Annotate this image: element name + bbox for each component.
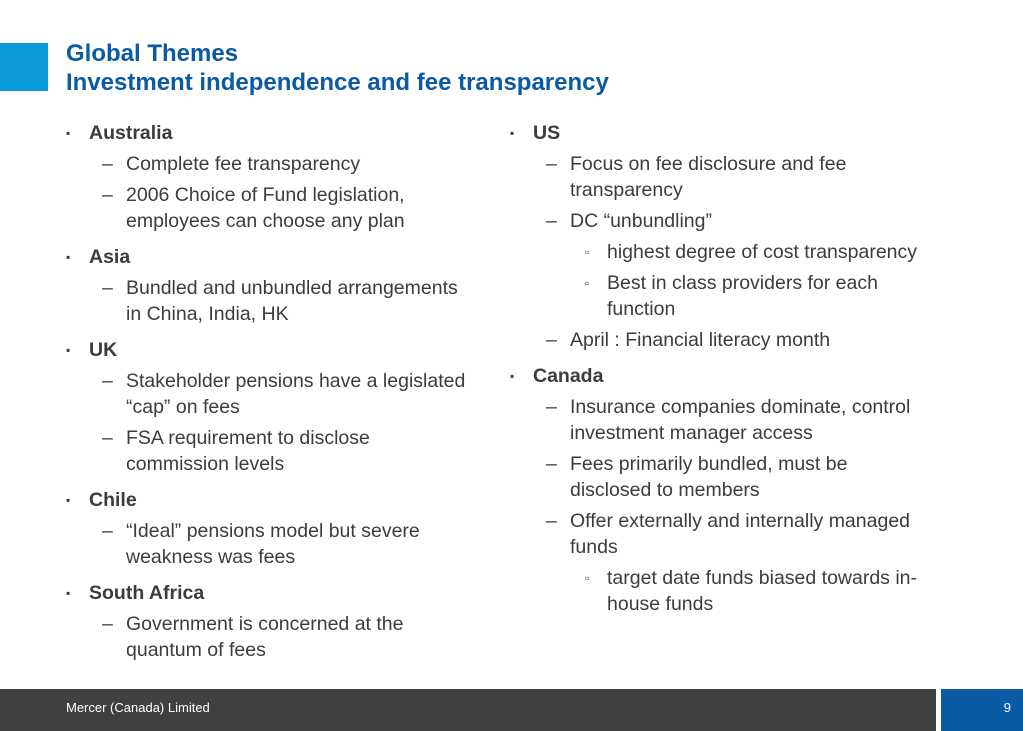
list-item-text: Government is concerned at the quantum of fees xyxy=(126,613,404,661)
footer xyxy=(0,689,1023,731)
list-item-text: Offer externally and internally managed funds xyxy=(570,510,911,558)
list-item xyxy=(66,368,466,420)
list-item-text: Complete fee transparency xyxy=(126,153,361,175)
list-item-text: 2006 Choice of Fund legislation, employees can choose any plan xyxy=(126,184,405,232)
section-heading xyxy=(66,244,466,270)
section-heading xyxy=(66,487,466,513)
list-item-text: FSA requirement to disclose commission levels xyxy=(126,427,370,475)
list-item xyxy=(510,508,930,560)
list-item-text: April : Financial literacy month xyxy=(570,329,831,351)
square-bullet-icon: ▪ xyxy=(66,343,71,357)
section-heading-text: Canada xyxy=(533,365,604,387)
sub-list-item xyxy=(510,270,930,322)
hollow-square-bullet-icon: ▫ xyxy=(585,276,590,290)
sub-list-item-text: highest degree of cost transparency xyxy=(607,241,918,263)
list-item xyxy=(510,327,930,353)
list-item xyxy=(66,182,466,234)
hollow-square-bullet-icon: ▫ xyxy=(585,245,590,259)
dash-bullet-icon: – xyxy=(546,396,557,418)
sub-list-item-text: Best in class providers for each function xyxy=(607,272,878,320)
list-item xyxy=(510,451,930,503)
square-bullet-icon: ▪ xyxy=(66,586,71,600)
list-item-text: Bundled and unbundled arrangements in China, India, HK xyxy=(126,277,458,325)
list-item-text: Fees primarily bundled, must be disclosed to members xyxy=(570,453,848,501)
dash-bullet-icon: – xyxy=(546,453,557,475)
list-item xyxy=(66,151,466,177)
square-bullet-icon: ▪ xyxy=(510,369,515,383)
square-bullet-icon: ▪ xyxy=(510,126,515,140)
right-column xyxy=(510,120,930,617)
footer-company: Mercer (Canada) Limited xyxy=(66,700,210,715)
section-heading xyxy=(66,580,466,606)
accent-square xyxy=(0,43,48,91)
dash-bullet-icon: – xyxy=(102,427,113,449)
sub-list-item-text: target date funds biased towards in-house funds xyxy=(607,567,918,615)
list-item xyxy=(510,394,930,446)
title-line-1: Global Themes xyxy=(66,40,239,67)
dash-bullet-icon: – xyxy=(102,520,113,542)
section-heading xyxy=(66,120,466,146)
list-item xyxy=(66,425,466,477)
section-heading-text: South Africa xyxy=(89,582,205,604)
list-item xyxy=(66,518,466,570)
list-item-text: Insurance companies dominate, control investment manager access xyxy=(570,396,911,444)
dash-bullet-icon: – xyxy=(546,153,557,175)
hollow-square-bullet-icon: ▫ xyxy=(585,571,590,585)
section-heading-text: Asia xyxy=(89,246,131,268)
list-item-text: “Ideal” pensions model but severe weakness was fees xyxy=(126,520,420,568)
section-heading xyxy=(66,337,466,363)
section-heading-text: US xyxy=(533,122,561,144)
square-bullet-icon: ▪ xyxy=(66,493,71,507)
dash-bullet-icon: – xyxy=(102,370,113,392)
dash-bullet-icon: – xyxy=(102,184,113,206)
list-item xyxy=(510,151,930,203)
left-column xyxy=(66,120,466,663)
page-number: 9 xyxy=(1003,700,1011,715)
dash-bullet-icon: – xyxy=(546,329,557,351)
section-heading xyxy=(510,120,930,146)
list-item-text: DC “unbundling” xyxy=(570,210,712,232)
sub-list-item xyxy=(510,239,930,265)
dash-bullet-icon: – xyxy=(102,613,113,635)
list-item-text: Stakeholder pensions have a legislated “cap” on fees xyxy=(126,370,466,418)
page-title xyxy=(66,39,609,97)
dash-bullet-icon: – xyxy=(546,510,557,532)
title-line-2: Investment independence and fee transparency xyxy=(66,69,609,96)
square-bullet-icon: ▪ xyxy=(66,250,71,264)
sub-list-item xyxy=(510,565,930,617)
square-bullet-icon: ▪ xyxy=(66,126,71,140)
dash-bullet-icon: – xyxy=(102,153,113,175)
list-item xyxy=(66,275,466,327)
section-heading xyxy=(510,363,930,389)
list-item xyxy=(66,611,466,663)
list-item xyxy=(510,208,930,234)
dash-bullet-icon: – xyxy=(102,277,113,299)
dash-bullet-icon: – xyxy=(546,210,557,232)
section-heading-text: UK xyxy=(89,339,118,361)
section-heading-text: Australia xyxy=(89,122,173,144)
page-number-box xyxy=(941,689,1023,731)
list-item-text: Focus on fee disclosure and fee transparency xyxy=(570,153,847,201)
section-heading-text: Chile xyxy=(89,489,137,511)
